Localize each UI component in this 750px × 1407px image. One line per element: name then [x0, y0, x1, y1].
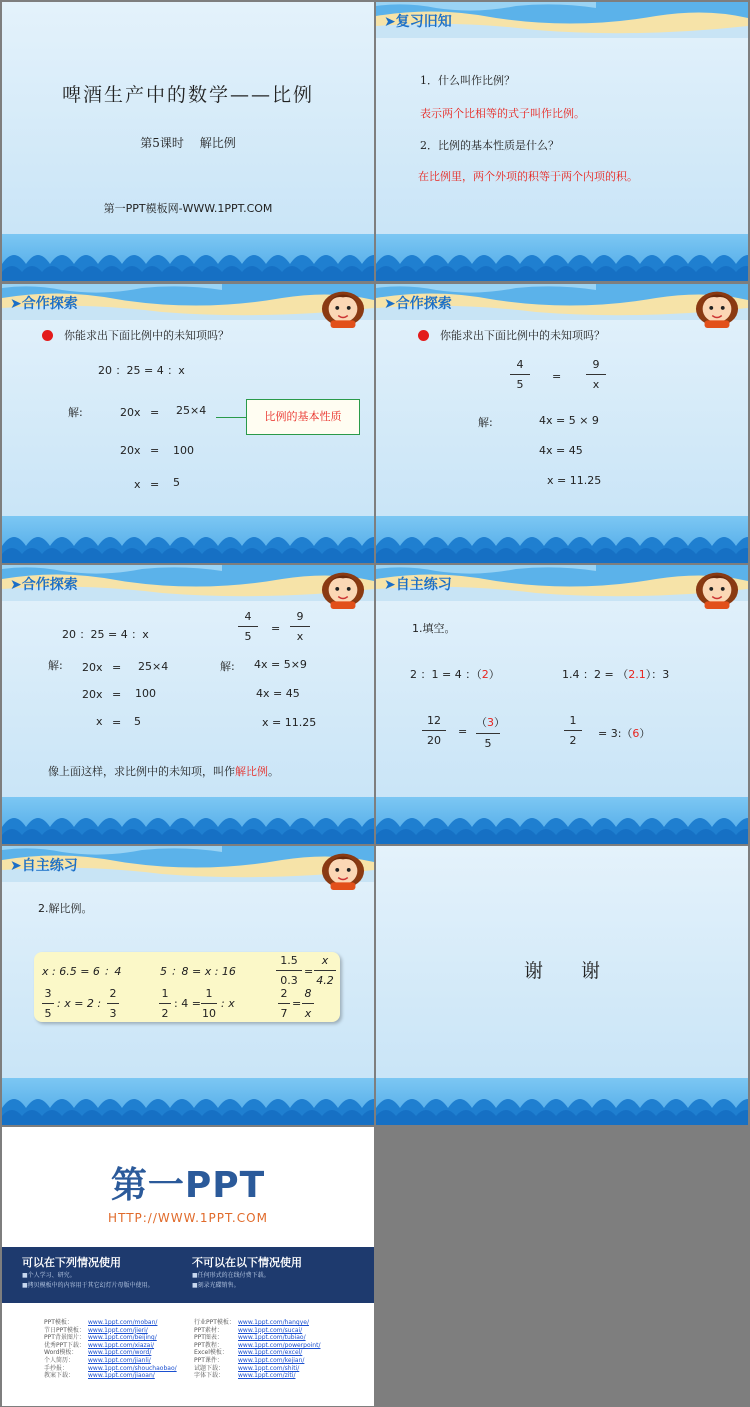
problem-3-left: 1.5 0.3 [276, 954, 302, 987]
link-label: Excel模板： [194, 1349, 228, 1357]
fraction-left: 4 5 [238, 610, 258, 643]
a-step2-right: 100 [135, 687, 156, 700]
fraction-right: 9 x [290, 610, 310, 643]
bullet-icon [418, 330, 429, 341]
section-header: ➤合作探索 [384, 296, 452, 312]
link-label: 字体下载： [194, 1372, 225, 1380]
slide-practice-1[interactable] [376, 565, 748, 844]
problem-1: x : 6.5 = 6 ：4 [42, 965, 122, 978]
link-url[interactable]: www.1ppt.com/kejian/ [238, 1356, 305, 1364]
problem-4-mid: : x = 2 : [57, 997, 102, 1010]
girl-avatar-icon [318, 565, 368, 609]
link-label: PPT素材： [194, 1326, 223, 1334]
b-step3: x = 11.25 [262, 716, 317, 729]
bullet-icon [42, 330, 53, 341]
problem-6-right: 8 x [302, 987, 314, 1020]
link-url[interactable]: www.1ppt.com/jianli/ [88, 1356, 151, 1364]
problem-1: 2 ：1 = 4 ：（2） [410, 668, 500, 681]
link-url[interactable]: www.1ppt.com/powerpoint/ [238, 1341, 321, 1349]
step1-eq: = [150, 406, 160, 419]
property-box: 比例的基本性质 [246, 399, 360, 435]
link-label: 试题下载： [194, 1364, 225, 1372]
link-url[interactable]: www.1ppt.com/ziti/ [238, 1372, 296, 1380]
chevron-right-icon: ➤ [384, 296, 396, 312]
step2-eq: = [150, 444, 160, 457]
connector-line [216, 417, 246, 418]
girl-avatar-icon [318, 284, 368, 328]
problem-3-eq: = [304, 965, 314, 978]
link-row [194, 1349, 320, 1357]
slide-review[interactable] [376, 2, 748, 281]
can-use-title: 可以在下列情况使用 [22, 1256, 121, 1269]
slide-explore-1[interactable] [2, 284, 374, 563]
equals: = [552, 370, 562, 383]
problem-6-eq: = [292, 997, 302, 1010]
can-use-2: ■拷贝模板中的内容用于其它幻灯片母版中使用。 [22, 1282, 154, 1289]
cannot-use-1: ■任何形式的在线付费下载。 [192, 1272, 270, 1279]
section-header: ➤合作探索 [10, 296, 78, 312]
section-header: ➤合作探索 [10, 577, 78, 593]
link-label: 个人简历： [44, 1356, 75, 1364]
lesson-title: 啤酒生产中的数学——比例 [61, 84, 314, 106]
link-label: PPT课件： [194, 1356, 223, 1364]
link-url[interactable]: www.1ppt.com/shiti/ [238, 1364, 300, 1372]
section-header: ➤复习旧知 [384, 14, 452, 30]
link-row [44, 1372, 177, 1380]
link-label: PPT模板： [44, 1319, 73, 1326]
link-url[interactable]: www.1ppt.com/xiazai/ [88, 1341, 155, 1349]
slide-explore-3[interactable] [2, 565, 374, 844]
step2: 4x = 45 [539, 444, 583, 457]
link-label: Word模板： [44, 1349, 78, 1357]
lesson-subtitle: 第5课时 解比例 [140, 136, 236, 150]
slide-thanks[interactable] [376, 846, 748, 1125]
link-row [194, 1372, 320, 1380]
solution-label: 解: [68, 406, 83, 419]
step3-eq: = [150, 478, 160, 491]
exercise-title: 2.解比例。 [38, 902, 93, 915]
chevron-right-icon: ➤ [384, 577, 396, 593]
a-step2-left: 20x [82, 688, 103, 701]
cannot-use-2: ■刻录光碟销售。 [192, 1282, 240, 1289]
girl-avatar-icon [318, 846, 368, 890]
link-url[interactable]: www.1ppt.com/jieri/ [88, 1326, 148, 1334]
a-step3-left: x [96, 715, 103, 728]
a-step1-eq: = [112, 661, 122, 674]
chevron-right-icon: ➤ [10, 858, 22, 874]
link-label: PPT图表： [194, 1334, 223, 1342]
step3-left: x [134, 478, 141, 491]
link-url[interactable]: www.1ppt.com/word/ [88, 1349, 152, 1357]
exercise-title: 1.填空。 [412, 622, 456, 635]
problem-4-right: 2 3 [107, 987, 119, 1020]
girl-avatar-icon [692, 565, 742, 609]
slide-title[interactable] [2, 2, 374, 281]
girl-avatar-icon [692, 284, 742, 328]
fraction-right: 9 x [586, 358, 606, 391]
problem-5-tail: : x [221, 997, 235, 1010]
link-row [194, 1319, 320, 1327]
link-row [194, 1357, 320, 1365]
brand-logo: 第一PPT [110, 1165, 266, 1206]
note: 像上面这样，求比例中的未知项，叫作解比例。 [48, 765, 279, 778]
cannot-use-title: 不可以在以下情况使用 [192, 1256, 302, 1269]
section-header: ➤自主练习 [384, 577, 452, 593]
link-row [44, 1357, 177, 1365]
step3-right: 5 [173, 476, 180, 489]
solution-label: 解: [478, 416, 493, 429]
link-label: 手抄报： [44, 1364, 69, 1372]
chevron-right-icon: ➤ [384, 14, 396, 30]
link-row [44, 1334, 177, 1342]
link-url[interactable]: www.1ppt.com/jiaoan/ [88, 1372, 155, 1380]
link-url[interactable]: www.1ppt.com/moban/ [88, 1319, 158, 1326]
step1-left: 20x [120, 406, 141, 419]
answer-1: 表示两个比相等的式子叫作比例。 [420, 107, 585, 120]
link-label: PPT教程： [194, 1341, 223, 1349]
solution-label-2: 解: [220, 660, 235, 673]
step2-left: 20x [120, 444, 141, 457]
problem-3-right: x 4.2 [314, 954, 336, 987]
thanks-text: 谢 谢 [523, 960, 600, 982]
slide-background [376, 846, 748, 1125]
equals: = [458, 725, 468, 738]
link-row [194, 1334, 320, 1342]
fraction-left: 4 5 [510, 358, 530, 391]
a-step1-right: 25×4 [138, 660, 169, 673]
link-url[interactable]: www.1ppt.com/excel/ [238, 1349, 303, 1357]
fraction-12-20: 12 20 [422, 714, 446, 747]
link-label: 行业PPT模板： [194, 1319, 235, 1326]
step1-right: 25×4 [176, 404, 207, 417]
brand-url[interactable]: HTTP://WWW.1PPT.COM [108, 1211, 268, 1225]
problem-5-right: 1 10 [202, 987, 216, 1020]
question: 你能求出下面比例中的未知项吗？ [64, 329, 229, 342]
question-2: 2．比例的基本性质是什么？ [420, 139, 559, 152]
left-link-list [44, 1319, 177, 1380]
a-step1-left: 20x [82, 661, 103, 674]
problem-4-tail: = 3:（6） [598, 727, 651, 740]
step1: 4x = 5 × 9 [539, 414, 599, 427]
chevron-right-icon: ➤ [10, 296, 22, 312]
link-label: PPT背景图片： [44, 1334, 85, 1342]
link-row [44, 1319, 177, 1327]
problem-4-left: 3 5 [42, 987, 54, 1020]
problem-2: 1.4 ：2 = （2.1）：3 [562, 668, 670, 681]
problem-2: 5 ：8 = x : 16 [160, 965, 236, 978]
a-step2-eq: = [112, 688, 122, 701]
slide-practice-2[interactable] [2, 846, 374, 1125]
question: 你能求出下面比例中的未知项吗？ [440, 329, 605, 342]
a-step3-right: 5 [134, 715, 141, 728]
fraction-blank-5: （3） 5 [476, 716, 505, 750]
problem-6-left: 2 7 [278, 987, 290, 1020]
link-label: 节日PPT模板： [44, 1326, 85, 1334]
equation: 20 ：25 = 4 ：x [98, 364, 185, 377]
slide-explore-2[interactable] [376, 284, 748, 563]
equals: = [271, 622, 281, 635]
link-label: 教案下载： [44, 1372, 75, 1380]
link-url[interactable]: www.1ppt.com/tubiao/ [238, 1334, 306, 1342]
link-label: 优秀PPT下载： [44, 1341, 85, 1349]
a-step3-eq: = [112, 716, 122, 729]
can-use-1: ■个人学习、研究。 [22, 1272, 76, 1279]
step2-right: 100 [173, 444, 194, 457]
step3: x = 11.25 [547, 474, 602, 487]
site-link[interactable]: 第一PPT模板网-WWW.1PPT.COM [103, 202, 273, 215]
link-url[interactable]: www.1ppt.com/sucai/ [238, 1326, 303, 1334]
solution-label-1: 解: [48, 659, 63, 672]
question-1: 1．什么叫作比例？ [420, 74, 515, 87]
slide-credits[interactable] [2, 1127, 374, 1406]
problem-5-left: 1 2 [159, 987, 171, 1020]
right-link-list [194, 1319, 320, 1380]
section-header: ➤自主练习 [10, 858, 78, 874]
link-url[interactable]: www.1ppt.com/hangye/ [238, 1319, 309, 1326]
problem-5-mid: : 4 = [174, 997, 201, 1010]
link-url[interactable]: www.1ppt.com/shouchaobao/ [88, 1364, 177, 1372]
link-url[interactable]: www.1ppt.com/beijing/ [88, 1334, 157, 1342]
answer-2: 在比例里，两个外项的积等于两个内项的积。 [418, 170, 638, 183]
equation: 20 ：25 = 4 ：x [62, 628, 149, 641]
fraction-1-2: 1 2 [564, 714, 582, 747]
chevron-right-icon: ➤ [10, 577, 22, 593]
link-row [44, 1349, 177, 1357]
b-step1: 4x = 5×9 [254, 658, 307, 671]
b-step2: 4x = 45 [256, 687, 300, 700]
